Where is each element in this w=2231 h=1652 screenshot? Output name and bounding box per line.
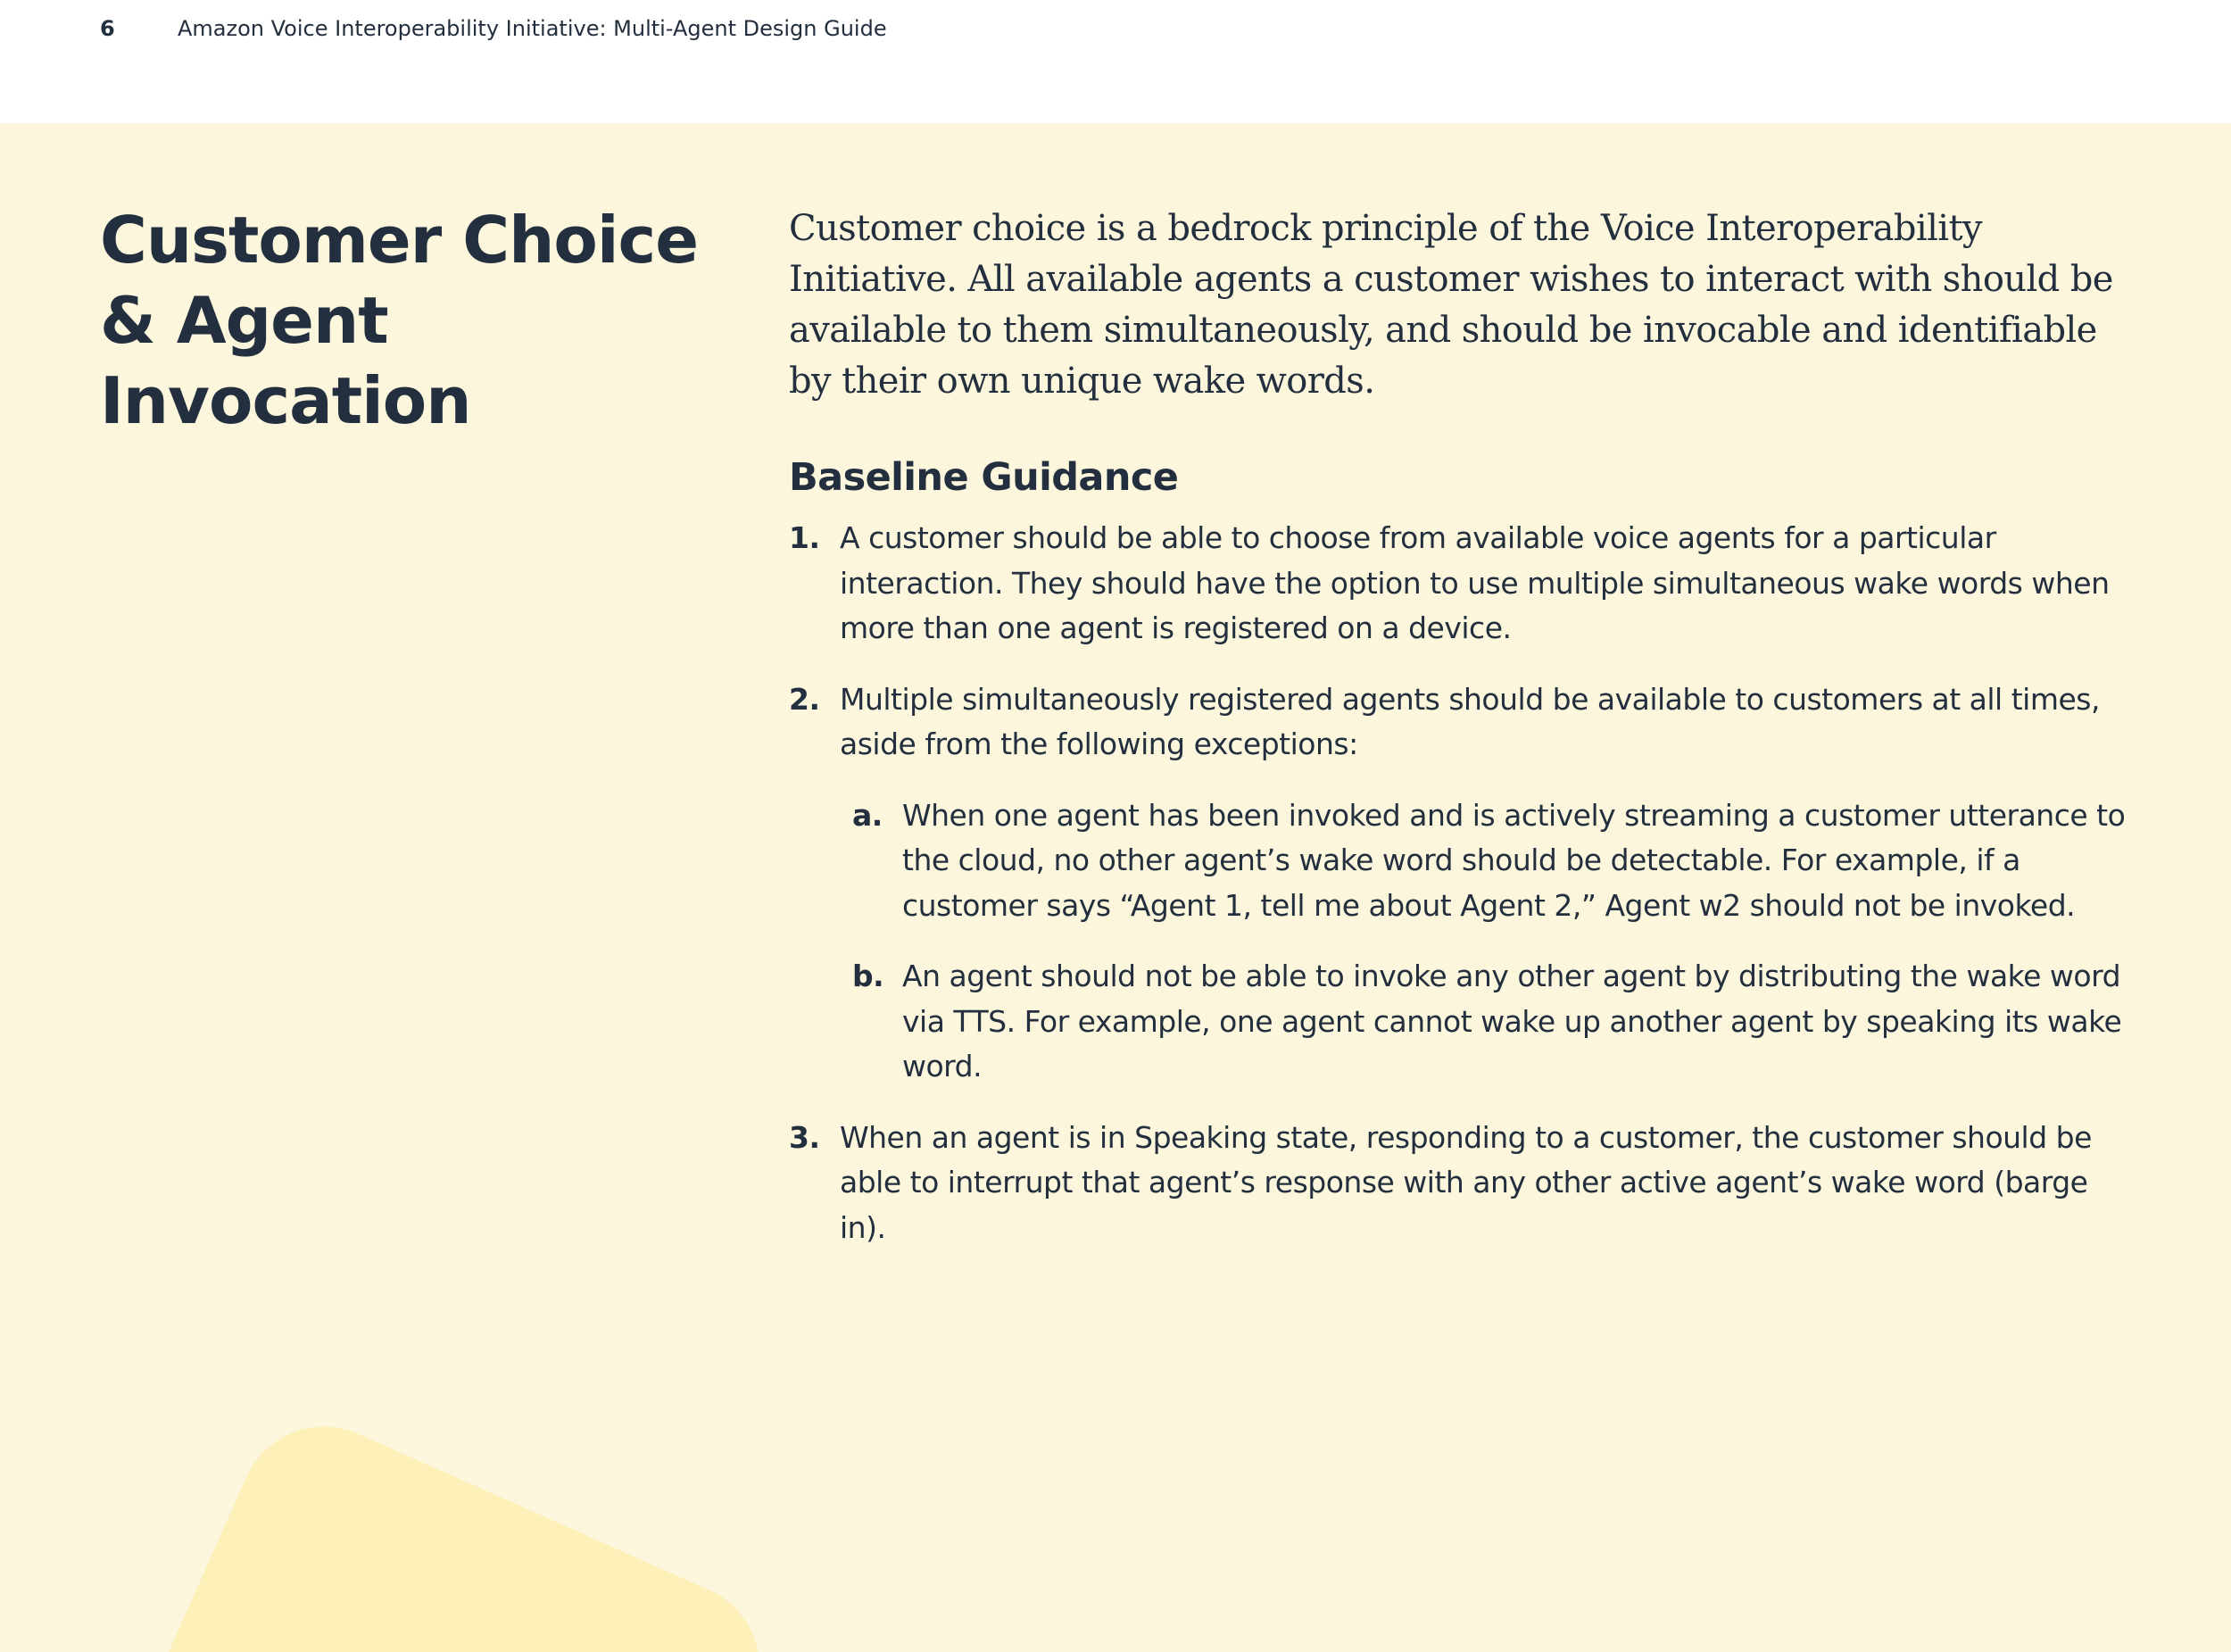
guidance-list [789, 516, 2136, 1250]
intro-paragraph: Customer choice is a bedrock principle of the Voice Interoperability Initiative. All available agents a customer wishes to interact with should be available to them simultaneously, and should be invocable and identifiable by their own unique wake words. [789, 208, 2113, 402]
guidance-item-text: When an agent is in Speaking state, responding to a customer, the customer should be able to interrupt that agent’s response with any other active agent’s wake word (barge in). [840, 1119, 2092, 1245]
baseline-guidance-heading: Baseline Guidance [789, 455, 1179, 500]
list-marker: 3. [789, 1119, 820, 1155]
list-marker: 2. [789, 681, 820, 717]
main-column [789, 203, 2136, 1250]
guidance-item-text: Multiple simultaneously registered agents should be available to customers at all times, aside from the following exceptions: [840, 681, 2100, 761]
exceptions-list [852, 793, 2136, 1090]
list-marker: 1. [789, 520, 820, 555]
exception-item-text: When one agent has been invoked and is actively streaming a customer utterance to the cloud, no other agent’s wake word should be detectable. For example, if a customer says “Agent 1, tell me about Agent 2,” Agent w2 should not be invoked. [902, 797, 2126, 923]
page-header [0, 0, 2231, 123]
guidance-item-3 [789, 1116, 2136, 1251]
section-title: Customer Choice & Agent Invocation [100, 203, 699, 438]
sub-list-marker: a. [852, 797, 883, 833]
sub-list-marker: b. [852, 959, 884, 993]
page-number: 6 [100, 16, 115, 41]
exception-item-text: An agent should not be able to invoke any other agent by distributing the wake word via TTS. For example, one agent cannot wake up another agent by speaking its wake word. [902, 959, 2122, 1083]
guidance-item-2 [789, 677, 2136, 1090]
running-title: Amazon Voice Interoperability Initiative: Multi-Agent Design Guide [178, 16, 887, 41]
guidance-item-text: A customer should be able to choose from available voice agents for a particular interaction. They should have the option to use multiple simultaneous wake words when more than one agent is registered on a device. [840, 520, 2110, 645]
decorative-rounded-shape [56, 1399, 787, 1652]
exception-item-a [852, 793, 2136, 929]
exception-item-b [852, 954, 2136, 1090]
guidance-item-1 [789, 516, 2136, 652]
